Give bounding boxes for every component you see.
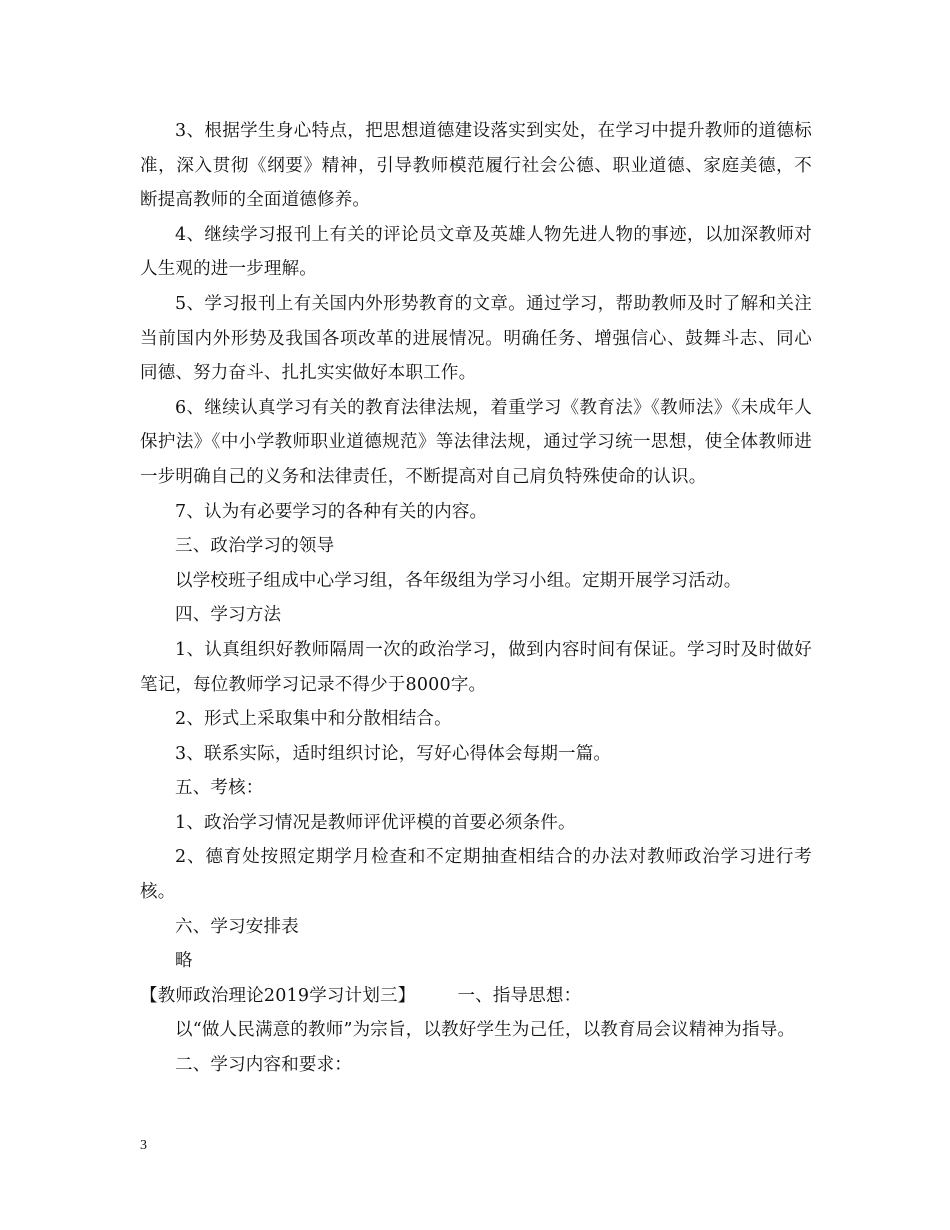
paragraph-method-2: 2、形式上采取集中和分散相结合。: [175, 709, 452, 730]
section-heading-assessment: 五、考核：: [175, 778, 264, 799]
paragraph-schedule: 略: [175, 951, 193, 972]
paragraph-method-3: 3、联系实际，适时组织讨论，写好心得体会每期一篇。: [175, 743, 612, 764]
plan-three-subtitle: 一、指导思想：: [457, 985, 582, 1006]
section-heading-schedule: 六、学习安排表: [175, 916, 299, 937]
header-spacer: [415, 979, 457, 1014]
paragraph-leadership: 以学校班子组成中心学习组，各年级组为学习小组。定期开展学习活动。: [175, 570, 742, 591]
section-heading-content: 二、学习内容和要求：: [175, 1055, 352, 1076]
paragraph-item-4: 4、继续学习报刊上有关的评论员文章及英雄人物先进人物的事迹，以加深教师对人生观的进一步理解。: [140, 224, 812, 280]
plan-three-header: [140, 979, 812, 1014]
paragraph-item-5: 5、学习报刊上有关国内外形势教育的文章。通过学习，帮助教师及时了解和关注当前国内外形势及我国各项改革的进展情况。明确任务、增强信心、鼓舞斗志、同心同德、努力奋斗、扎扎实实做好本职工作。: [140, 293, 812, 384]
section-heading-methods: 四、学习方法: [175, 605, 282, 626]
paragraph-assessment-1: 1、政治学习情况是教师评优评模的首要必须条件。: [175, 812, 576, 833]
section-heading-leadership: 三、政治学习的领导: [175, 536, 335, 557]
paragraph-item-7: 7、认为有必要学习的各种有关的内容。: [175, 501, 488, 522]
page-number: 3: [140, 1138, 147, 1153]
paragraph-guiding-thought: 以“做人民满意的教师”为宗旨，以教好学生为己任，以教育局会议精神为指导。: [175, 1020, 796, 1041]
document-body: [140, 114, 812, 1083]
paragraph-assessment-2: 2、德育处按照定期学月检查和不定期抽查相结合的办法对教师政治学习进行考核。: [140, 847, 812, 903]
paragraph-method-1: 1、认真组织好教师隔周一次的政治学习，做到内容时间有保证。学习时及时做好笔记，每位教师学习记录不得少于8000字。: [140, 639, 812, 695]
paragraph-item-6: 6、继续认真学习有关的教育法律法规，着重学习《教育法》《教师法》《未成年人保护法》《中小学教师职业道德规范》等法律法规，通过学习统一思想，使全体教师进一步明确自己的义务和法律责任，不断提高对自己肩负特殊使命的认识。: [140, 397, 812, 487]
paragraph-item-3: 3、根据学生身心特点，把思想道德建设落实到实处，在学习中提升教师的道德标准，深入贯彻《纲要》精神，引导教师模范履行社会公德、职业道德、家庭美德，不断提高教师的全面道德修养。: [140, 121, 812, 211]
plan-three-title: 【教师政治理论2019学习计划三】: [140, 985, 416, 1006]
